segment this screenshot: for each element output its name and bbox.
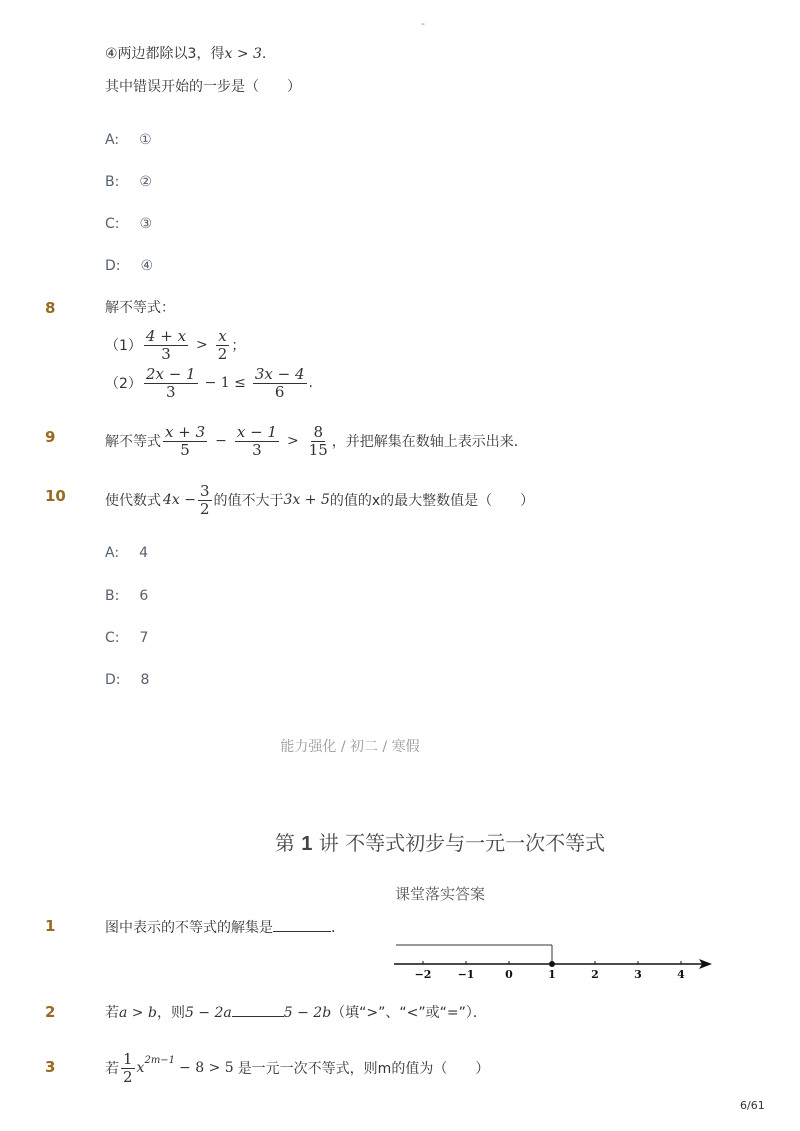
frac-numerator: x + 3 <box>165 422 206 441</box>
option-value: 8 <box>140 672 150 688</box>
number-line-tick-label: −2 <box>414 968 432 981</box>
number-line-tick-label: 4 <box>677 968 685 981</box>
a1-number: 1 <box>45 917 56 935</box>
q7-step4-math: x > 3 <box>224 46 262 62</box>
q10-number: 10 <box>45 487 66 505</box>
q7-question: 其中错误开始的一步是（ ） <box>105 79 301 95</box>
frac-denominator: 2 <box>123 1067 133 1086</box>
frac-numerator: 3x − 4 <box>254 364 305 383</box>
q7-step4-prefix: ④两边都除以3，得 <box>105 46 225 62</box>
option-letter: C: <box>105 630 120 646</box>
q7-step4 <box>105 44 266 64</box>
a2-suffix: （填“>”、“<”或“=”）． <box>331 1005 487 1021</box>
a2-text <box>105 1002 487 1023</box>
option-letter: A: <box>105 545 120 561</box>
q10-expr2: 3x + 5 <box>283 492 330 508</box>
section-title: 课堂落实答案 <box>394 885 485 903</box>
option-letter: C: <box>105 216 120 232</box>
q9-minus: − <box>215 433 227 449</box>
a3-exponent: 2m−1 <box>144 1054 176 1066</box>
q10-suffix: 的值的x的最大整数值是（ ） <box>329 493 535 509</box>
option-letter: B: <box>105 588 120 604</box>
answer-blank[interactable] <box>232 1002 284 1017</box>
q7-step4-suffix: . <box>261 46 267 62</box>
q7-option-c[interactable] <box>105 214 152 234</box>
q10-option-d[interactable] <box>105 670 149 690</box>
frac-denominator: 15 <box>308 440 328 459</box>
q10-option-a[interactable] <box>105 543 148 563</box>
frac-denominator: 6 <box>274 382 285 401</box>
a2-condition: a > b <box>119 1005 157 1021</box>
option-value: 7 <box>139 630 149 646</box>
frac-numerator: x − 1 <box>236 422 277 441</box>
answer-blank[interactable] <box>273 917 331 932</box>
q8-part1-frac2 <box>216 328 230 363</box>
a3-prefix: 若 <box>105 1061 119 1077</box>
q8-part2-frac1 <box>144 366 198 401</box>
q9-prefix: 解不等式 <box>105 434 161 450</box>
q8-prompt: 解不等式： <box>105 300 175 316</box>
frac-numerator: x <box>218 326 227 345</box>
q8-part1-frac1 <box>144 328 188 363</box>
frac-denominator: 3 <box>252 440 262 459</box>
frac-numerator: 2x − 1 <box>145 364 196 383</box>
q8-part2-mid: − 1 ≤ <box>204 375 246 391</box>
q8-number: 8 <box>45 299 56 317</box>
q8-part1 <box>105 325 245 365</box>
q8-part2 <box>105 363 313 403</box>
option-value: 6 <box>139 588 149 604</box>
frac-denominator: 3 <box>165 382 176 401</box>
option-value: ④ <box>140 258 154 274</box>
q8-part2-label: （2） <box>105 376 142 392</box>
frac-denominator: 3 <box>161 344 171 363</box>
a2-then: ，则 <box>156 1005 185 1021</box>
number-line-tick-label: 1 <box>548 968 556 981</box>
frac-numerator: 4 + x <box>145 326 187 345</box>
q7-option-d[interactable] <box>105 256 153 276</box>
number-line <box>390 938 720 982</box>
a2-lhs: 5 − 2a <box>184 1005 232 1021</box>
q7-option-b[interactable] <box>105 172 152 192</box>
q9-number: 9 <box>45 428 56 446</box>
q10-option-c[interactable] <box>105 628 148 648</box>
q8-part2-end: . <box>308 375 313 391</box>
q10-expr1: 4x − <box>163 492 196 508</box>
q10-mid: 的值不大于 <box>213 493 284 509</box>
q7-option-a[interactable] <box>105 130 152 150</box>
q9-frac2 <box>235 424 279 459</box>
q9-frac3 <box>307 424 330 459</box>
q8-part1-relation: > <box>196 337 208 353</box>
a3-number: 3 <box>45 1058 56 1076</box>
lesson-title-suffix: 讲 不等式初步与一元一次不等式 <box>318 831 606 855</box>
option-letter: A: <box>105 132 120 148</box>
top-mark: - <box>421 17 425 30</box>
option-value: ② <box>139 174 152 190</box>
frac-denominator: 2 <box>199 499 210 518</box>
q10-body <box>105 479 534 521</box>
a1-text <box>105 917 345 938</box>
option-value: 4 <box>139 545 148 561</box>
q9-suffix: ，并把解集在数轴上表示出来． <box>331 434 528 450</box>
option-value: ① <box>139 132 152 148</box>
a1-text-prefix: 图中表示的不等式的解集是 <box>105 920 273 936</box>
lesson-number: 1 <box>301 833 313 855</box>
number-line-tick-label: 3 <box>634 968 642 981</box>
frac-denominator: 2 <box>217 344 228 363</box>
number-line-tick-label: 2 <box>591 968 599 981</box>
q10-prefix: 使代数式 <box>105 493 161 509</box>
a3-suffix: 是一元一次不等式，则m的值为（ ） <box>237 1061 490 1077</box>
option-letter: D: <box>105 672 121 688</box>
solution-endpoint <box>549 961 555 967</box>
frac-numerator: 8 <box>313 422 323 441</box>
a3-frac <box>121 1051 135 1086</box>
frac-numerator: 1 <box>123 1049 133 1068</box>
number-line-tick-label: 0 <box>505 968 513 981</box>
page-number: 6/61 <box>740 1099 765 1112</box>
q10-frac <box>198 483 212 518</box>
a2-rhs: 5 − 2b <box>283 1005 332 1021</box>
a2-prefix: 若 <box>105 1005 119 1021</box>
page-footer: 能力强化 / 初二 / 寒假 <box>280 739 420 755</box>
number-line-tick-label: −1 <box>457 968 475 981</box>
option-letter: D: <box>105 258 121 274</box>
a3-rest: − 8 > 5 <box>179 1060 234 1076</box>
frac-numerator: 3 <box>199 481 210 500</box>
a3-body <box>105 1047 489 1089</box>
option-letter: B: <box>105 174 120 190</box>
lesson-title <box>0 829 800 858</box>
q10-option-b[interactable] <box>105 586 148 606</box>
a1-text-suffix: ． <box>331 920 345 936</box>
option-value: ③ <box>139 216 153 232</box>
q9-relation: > <box>286 433 299 449</box>
q9-frac1 <box>163 424 207 459</box>
a3-base: x <box>136 1060 145 1076</box>
q8-part1-end: ； <box>231 338 246 354</box>
q9-body <box>105 420 528 462</box>
lesson-title-prefix: 第 <box>274 831 295 855</box>
q8-part1-label: （1） <box>105 338 142 354</box>
q8-part2-frac2 <box>253 366 307 401</box>
a2-number: 2 <box>45 1003 56 1021</box>
frac-denominator: 5 <box>180 440 190 459</box>
